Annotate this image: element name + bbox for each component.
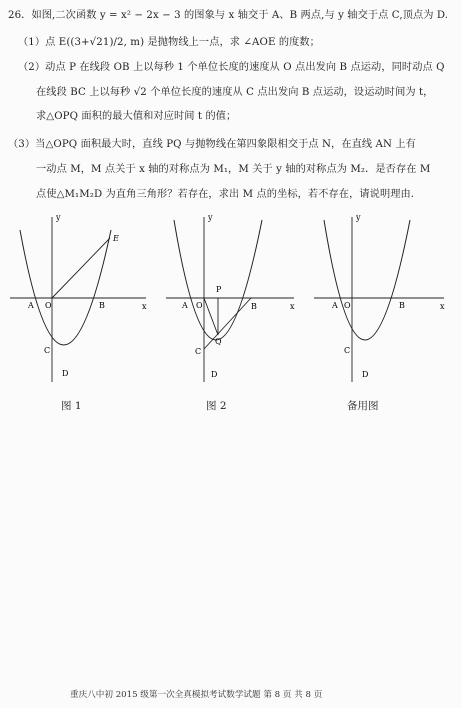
caption-figure-3: 备用图	[347, 400, 379, 412]
label-d: D	[362, 370, 369, 379]
problem-part-2-line-2: 在线段 BC 上以每秒 √2 个单位长度的速度从 C 点出发向 B 点运动，设运动时间为 t，	[36, 87, 434, 98]
label-a: A	[332, 301, 338, 310]
label-e: E	[113, 234, 119, 243]
label-p: P	[216, 285, 222, 294]
label-c: C	[344, 346, 351, 355]
label-q: Q	[215, 337, 222, 346]
segment-bc	[204, 298, 251, 349]
label-y: y	[208, 213, 213, 222]
segment-oq	[204, 298, 218, 335]
figure-1	[6, 212, 156, 387]
label-o: O	[45, 301, 52, 310]
label-d: D	[62, 369, 69, 378]
label-y: y	[56, 213, 61, 222]
label-o: O	[196, 301, 203, 310]
problem-part-1: （1）点 E((3+√21)/2, m) 是抛物线上一点，求 ∠AOE 的度数；	[18, 37, 320, 48]
label-c: C	[195, 347, 202, 356]
label-b: B	[251, 302, 257, 311]
label-b: B	[99, 301, 105, 310]
segment-oe	[52, 238, 110, 298]
problem-part-2-line-1: （2）动点 P 在线段 OB 上以每秒 1 个单位长度的速度从 O 点出发向 B 点运动，同时动点 Q	[18, 62, 445, 73]
label-a: A	[28, 301, 34, 310]
caption-figure-1: 图 1	[61, 400, 82, 412]
label-x: x	[440, 302, 445, 311]
parabola	[324, 220, 410, 340]
figure-2	[162, 212, 310, 387]
figure-3-spare	[308, 212, 458, 387]
problem-part-2-line-3: 求△OPQ 面积的最大值和对应时间 t 的值；	[36, 111, 237, 122]
label-x: x	[142, 302, 147, 311]
page-footer: 重庆八中初 2015 级第一次全真模拟考试数学试题 第 8 页 共 8 页	[70, 690, 323, 700]
problem-part-3-line-1: （3）当△OPQ 面积最大时，直线 PQ 与抛物线在第四象限相交于点 N，在直线 AN 上有	[8, 139, 416, 150]
problem-part-3-line-2: 一动点 M，M 点关于 x 轴的对称点为 M₁，M 关于 y 轴的对称点为 M₂．是否存在 M	[36, 164, 431, 175]
caption-figure-2: 图 2	[206, 400, 227, 412]
parabola	[20, 230, 111, 345]
problem-line-1: 26．如图,二次函数 y = x² − 2x − 3 的图象与 x 轴交于 A、B 两点,与 y 轴交于点 C,顶点为 D.	[8, 10, 449, 21]
label-c: C	[44, 346, 51, 355]
label-b: B	[399, 301, 405, 310]
label-y: y	[356, 213, 361, 222]
label-o: O	[344, 301, 351, 310]
label-d: D	[211, 370, 218, 379]
problem-part-3-line-3: 点使△M₁M₂D 为直角三角形？若存在，求出 M 点的坐标，若不存在，请说明理由.	[36, 189, 415, 200]
label-a: A	[182, 301, 188, 310]
label-x: x	[290, 302, 295, 311]
